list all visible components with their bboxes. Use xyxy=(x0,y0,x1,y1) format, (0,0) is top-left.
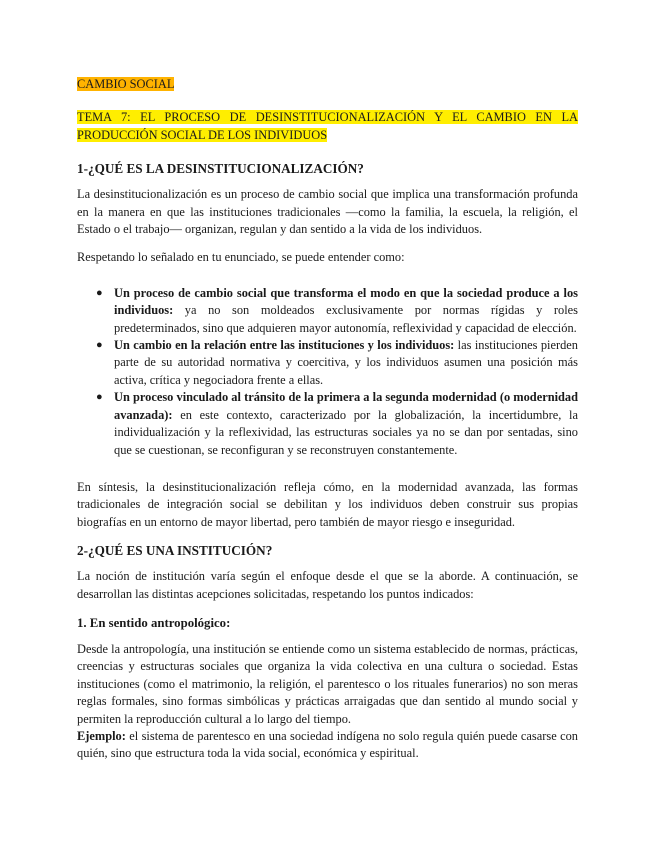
section1-heading: 1-¿QUÉ ES LA DESINSTITUCIONALIZACIÓN? xyxy=(77,161,364,177)
section1-paragraph-1: La desinstitucionalización es un proceso de cambio social que implica una transformación profunda en la manera en que las instituciones tradicionales —como la familia, la escuela, la religión, el Estado o el trabajo— organizan, regulan y dan sentido a la vida de los individuos. xyxy=(77,187,578,237)
bullet-1-text: ya no son moldeados exclusivamente por normas rígidas y roles predeterminados, sino que adquieren mayor autonomía, reflexividad y capacidad de elección. xyxy=(114,303,578,335)
bullet-2-bold: Un cambio en la relación entre las instituciones y los individuos: xyxy=(114,338,455,353)
bullet-2-text: las instituciones pierden parte de su autoridad normativa y coercitiva, y los individuos asumen una posición más activa, crítica y negociadora frente a ellas. xyxy=(114,338,578,387)
document-title xyxy=(77,76,578,93)
example-text: el sistema de parentesco en una sociedad indígena no solo regula quién puede casarse con quién, sino que estructura toda la vida social, económica y espiritual. xyxy=(77,728,578,761)
anthropological-paragraph: Desde la antropología, una institución se entiende como un sistema establecido de normas, prácticas, creencias y estructuras sociales que organiza la vida colectiva en una cultura o sociedad. Estas instituciones (como el matrimonio, la religión, el parentesco o los rituales funerarios) no son meras reglas formales, sino formas simbólicas y prácticas arraigadas que dan sentido al mundo social y permiten la reproducción cultural a lo largo del tiempo. xyxy=(77,641,578,726)
bullet-3-bold: Un proceso vinculado al tránsito de la primera a la segunda modernidad (o modernidad avanzada): xyxy=(114,390,578,422)
bullet-dot-icon: ● xyxy=(96,286,103,299)
anthropological-example xyxy=(77,728,578,763)
bullet-item-1 xyxy=(96,285,578,337)
subsection-anthropological-heading: 1. En sentido antropológico: xyxy=(77,615,231,630)
section1-summary: En síntesis, la desinstitucionalización refleja cómo, en la modernidad avanzada, las formas tradicionales de integración social se debilitan y los individuos deben construir sus propias biografías en un entorno de mayor libertad, pero también de mayor riesgo e inseguridad. xyxy=(77,479,578,529)
tema-heading xyxy=(77,109,578,144)
bullet-3-text: en este contexto, caracterizado por la globalización, la incertidumbre, la individualización y la reflexividad, las estructuras sociales ya no se dan por sentadas, sino que se cuestionan, se reconfiguran y se reconstruyen constantemente. xyxy=(114,407,578,457)
tema-highlight: TEMA 7: EL PROCESO DE DESINSTITUCIONALIZACIÓN Y EL CAMBIO EN LA PRODUCCIÓN SOCIAL DE LOS INDIVIDUOS xyxy=(77,110,578,142)
section1-paragraph-2: Respetando lo señalado en tu enunciado, se puede entender como: xyxy=(77,250,405,265)
section2-heading: 2-¿QUÉ ES UNA INSTITUCIÓN? xyxy=(77,543,273,559)
bullet-dot-icon: ● xyxy=(96,391,103,404)
bullet-item-3 xyxy=(96,389,578,459)
title-highlight: CAMBIO SOCIAL xyxy=(77,77,175,91)
bullet-dot-icon: ● xyxy=(96,339,103,352)
bullet-item-2 xyxy=(96,337,578,389)
bullet-1-bold: Un proceso de cambio social que transforma el modo en que la sociedad produce a los individuos: xyxy=(114,285,578,318)
section2-paragraph-1: La noción de institución varía según el enfoque desde el que se la aborde. A continuación, se desarrollan las distintas acepciones solicitadas, respetando los puntos indicados: xyxy=(77,569,578,601)
example-label: Ejemplo: xyxy=(77,728,126,743)
section1-bullet-list xyxy=(77,285,578,459)
